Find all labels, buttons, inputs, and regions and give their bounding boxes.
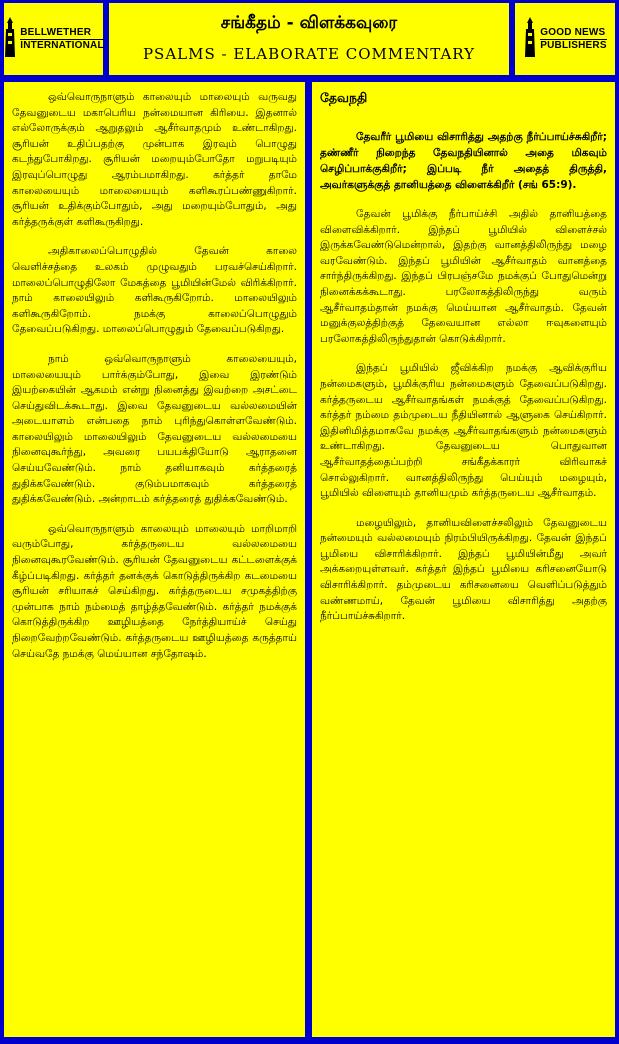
paragraph: நாம் ஒவ்வொருநாளும் காலையையும், மாலையையும் பார்க்கும்போது, இவை இரண்டும் இயற்கையின் ஆகமம் என்று நினைத்து இவற்றை அசட்டை செய்துவிடக்கூடாது. இவை தேவனுடைய வல்லமையின் அடையாளம் என்பதை நாம் புரிந்துகொள்ளவேண்டும். காலையிலும் மாலையிலும் தேவனுடைய வல்லமையை நினைவுகூர்ந்து, அவரை பயபக்தியோடு ஆராதனை செய்யவேண்டும். நாம் தனியாகவும் கர்த்தரைத் துதிக்கவேண்டும். குடும்பமாகவும் கர்த்தரைத் துதிக்கவேண்டும். அன்றாடம் கர்த்தரைத் துதிக்கவேண்டும். [12,352,297,506]
paragraph: ஒவ்வொருநாளும் காலையும் மாலையும் மாறிமாறி வரும்போது, கர்த்தருடைய வல்லமையை நினைவுகூரவேண்டும். சூரியன் தேவனுடைய கட்டளைக்குக் கீழ்ப்படிகிறது. கர்த்தர் தனக்குக் கொடுத்திருக்கிற கடமையை சூரியன் சரியாகச் செய்கிறது. கர்த்தருடைய சமுகத்திற்கு முன்பாக நாம் நம்மைத் தாழ்த்தவேண்டும். கர்த்தர் நமக்குக் கொடுத்திருக்கிற ஊழியத்தை நேர்த்தியாய்ச் செய்து நிறைவேற்றவேண்டும். கர்த்தருடைய ஊழியத்தை கருத்தாய் செய்வதே நமக்கு மெய்யான சந்தோஷம். [12,522,297,660]
paragraph: தேவன் பூமிக்கு நீர்பாய்ச்சி அதில் தானியத்தை விளைவிக்கிறார். இந்தப் பூமியில் விளைச்சல் இருக்கவேண்டுமென்றால், இதற்கு வானத்திலிருந்து மழை வரவேண்டும். இந்தப் பூமியின் ஆசீர்வாதம் வானத்தை சார்ந்திருக்கிறது. இந்தப் பிரபஞ்சமே நமக்குப் போதுமென்று நினைக்கக்கூடாது. பரலோகத்திலிருந்து வரும் ஆசீர்வாதம்தான் நமக்கு மெய்யான ஆசீர்வாதம். தேவன் மனுக்குலத்திற்குத் தேவையான எல்லா ஈவுகளையும் பரலோகத்திலிருந்துதான் கொடுக்கிறார். [320,208,607,345]
tower-icon [3,17,17,61]
title-box [109,3,509,75]
right-column [312,82,615,1037]
page-title-english: PSALMS - ELABORATE COMMENTARY [142,45,476,63]
logo-line-2: PUBLISHERS [540,39,607,51]
good-news-logo-text [540,27,606,52]
logo-line-1: GOOD NEWS [540,26,606,38]
bellwether-logo[interactable] [4,3,103,75]
verse-quote: தேவரீர் பூமியை விசாரித்து அதற்கு நீர்ப்பாய்ச்சுகிறீர்; தண்ணீர் நிறைந்த தேவநதியினால் அதை மிகவும் செழிப்பாக்குகிறீர்; இப்படி நீர் அதைத் திருத்தி, அவர்களுக்குத் தானியத்தை விளைக்கிறீர் (சங் 65:9). [320,131,607,191]
tower-icon [523,17,537,61]
paragraph: ஒவ்வொருநாளும் காலையும் மாலையும் வருவது தேவனுடைய மகாபெரிய நன்மையான கிரியை. இதனால் எல்லோருக்கும் ஆறுதலும் ஆசீர்வாதமும் உண்டாகிறது. சூரியன் உதிப்பதற்கு முன்பாக இரவும் பொழுது கடந்துபோகிறது. சூரியன் மறையும்போதோ மறுபடியும் இரவுப்பொழுது ஆரம்பமாகிறது. கர்த்தர் தாமே காலையையும் மாலையையும் களிகூரப்பண்ணுகிறார். சூரியன் உதிக்கும்போதும், அது மறையும்போதும், அது கர்த்தருக்குள் களிகூருகிறது. [12,91,297,228]
logo-line-2: INTERNATIONAL [20,39,104,51]
left-column [4,82,305,1037]
good-news-logo[interactable] [515,3,615,75]
logo-line-1: BELLWETHER [20,27,104,40]
page-title-tamil: சங்கீதம் - விளக்கவுரை [220,13,398,33]
paragraph: இந்தப் பூமியில் ஜீவிக்கிற நமக்கு ஆவிக்குரிய நன்மைகளும், பூமிக்குரிய நன்மைகளும் தேவைப்படுகிறது. கர்த்தருடைய ஆசீர்வாதங்கள் நமக்குத் தேவைப்படுகிறது. கர்த்தர் நம்மை தம்முடைய நீதியினால் ஆளுகை செய்கிறார். இதினிமித்தமாகவே நமக்கு ஆசீர்வாதங்களும் நன்மைகளும் உண்டாகிறது. தேவனுடைய பொதுவான ஆசீர்வாதத்தைப்பற்றி சங்கீதக்காரர் விரிவாகச் சொல்லுகிறார். வானத்திலிருந்து பெய்யும் மழையும், பூமியில் விளையும் தானியமும் கர்த்தருடைய ஆசீர்வாதம். [320,362,607,500]
bellwether-logo-text [20,27,104,52]
paragraph: அதிகாலைப்பொழுதில் தேவன் காலை வெளிச்சத்தை உலகம் முழுவதும் பரவச்செய்கிறார். மாலைப்பொழுதிலோ மேகத்தை பூமியின்மேல் விரிக்கிறார். நாம் காலையிலும் களிகூருகிறோம். மாலையிலும் களிகூருகிறோம். நமக்கு காலைப்பொழுதும் தேவைப்படுகிறது. மாலைப்பொழுதும் தேவைப்படுகிறது. [12,245,297,336]
section-heading: தேவநதி [320,90,368,105]
paragraph: மழையிலும், தானியவிளைச்சலிலும் தேவனுடைய நன்மையும் வல்லமையும் நிரம்பியிருக்கிறது. தேவன் இந்தப் பூமியை விசாரிக்கிறார். இந்தப் பூமியின்மீது அவர் அக்கறையுள்ளவர். கர்த்தர் இந்தப் பூமியை கரிசனையோடு விசாரிக்கிறார். தம்முடைய கரிசனையை வெளிப்படுத்தும் வண்ணமாய், தேவன் பூமியை விசாரித்து அதற்கு நீர்ப்பாய்ச்சுகிறார். [320,516,607,623]
